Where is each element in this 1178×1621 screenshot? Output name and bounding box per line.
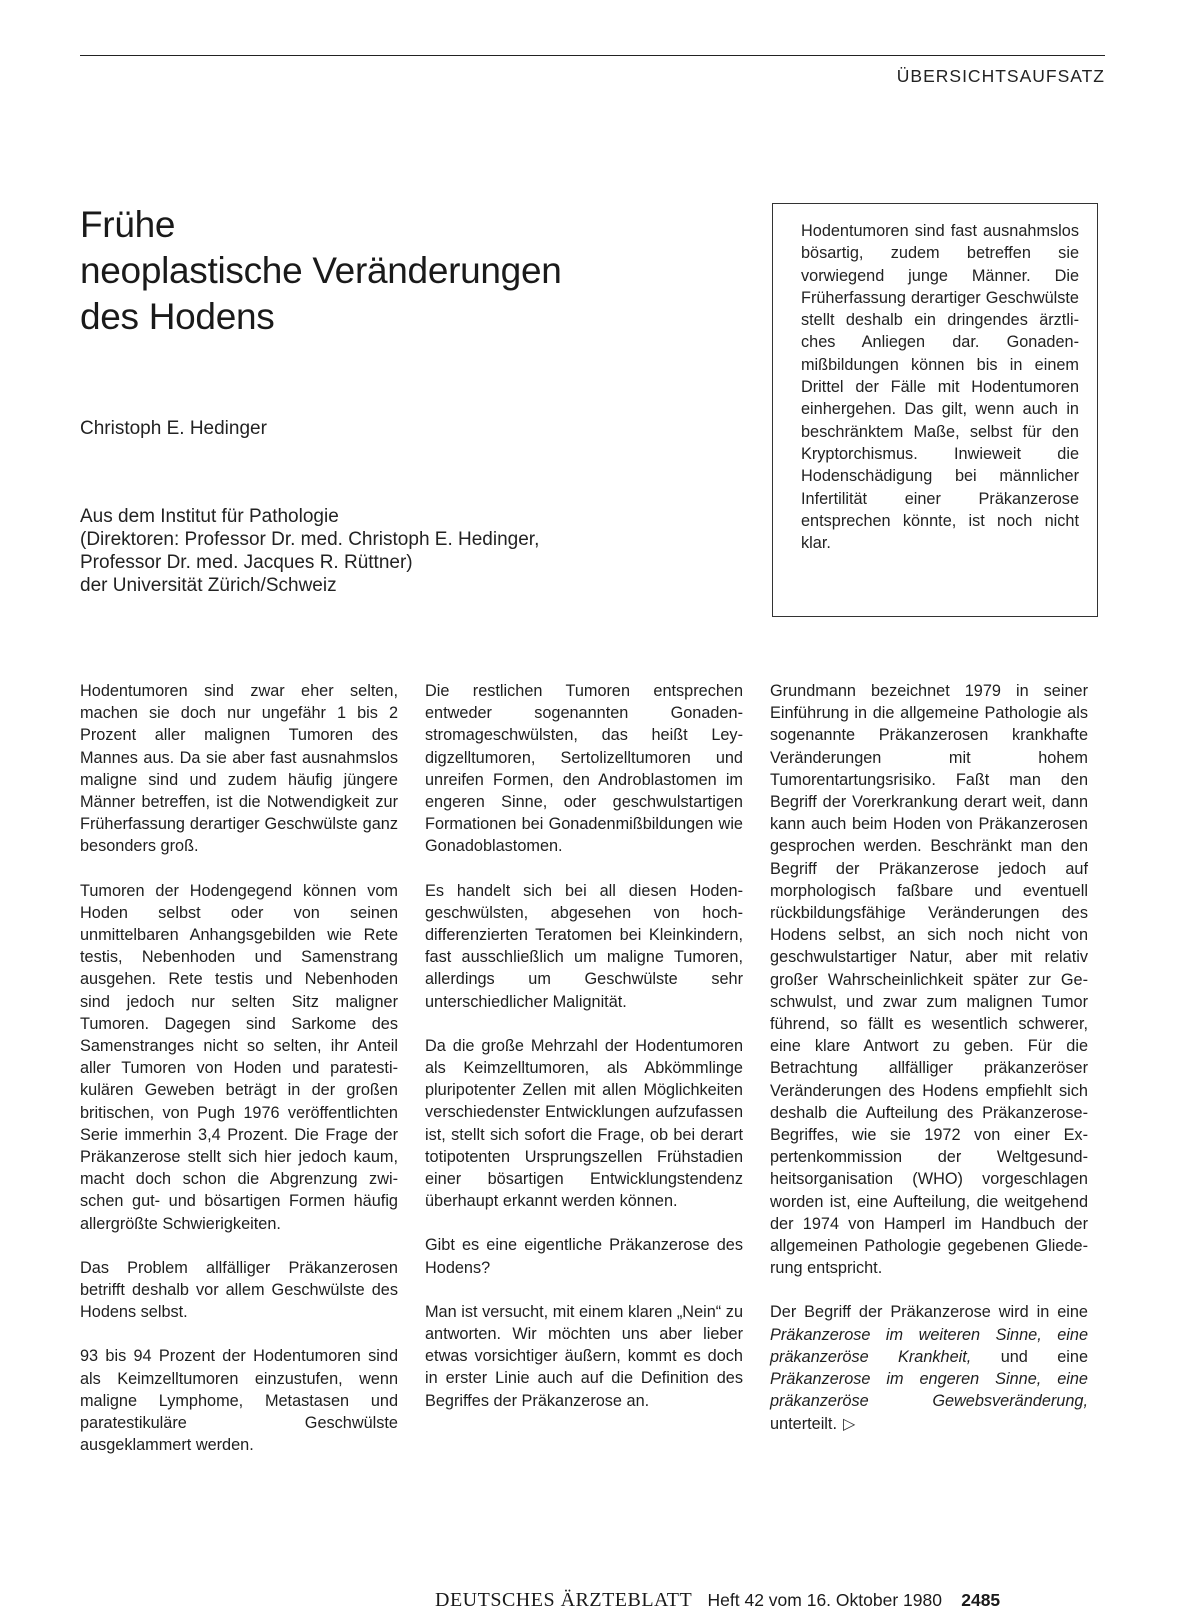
body-column-3 (770, 680, 1088, 1458)
body-paragraph: Die restlichen Tumoren entsprechen entweder sogenannten Gonadenstromageschwülsten, das heißt Leydigzelltumoren, Sertolizelltumoren und unreifen Formen, den Androblastomen im engeren Sinne, oder geschwulstartigen Formationen bei Gonadenmißbildungen wie Gonadoblastomen. (425, 682, 743, 856)
page-number: 2485 (961, 1590, 1001, 1610)
body-paragraph: Es handelt sich bei all diesen Hodengeschwülsten, abgesehen von hochdifferenzierten Teratomen bei Kleinkindern, fast ausschließlich um maligne Tumoren, allerdings um Geschwülste sehr unterschiedlicher Malignität. (425, 881, 743, 1011)
affiliation-line: (Direktoren: Professor Dr. med. Christoph E. Hedinger, (80, 529, 540, 550)
abstract-box (772, 203, 1098, 617)
text-run: unterteilt. (770, 1414, 837, 1433)
body-paragraph: Hodentumoren sind zwar eher selten, machen sie doch nur ungefähr 1 bis 2 Prozent aller malignen Tumoren des Mannes aus. Da sie aber fast ausnahmslos maligne sind und zudem häufig jüngere Männer betreffen, ist die Notwendigkeit zur Früherfassung derartiger Geschwülste ganz besonders groß. (80, 682, 398, 856)
body-paragraph: Das Problem allfälliger Präkanzerosen betrifft deshalb vor allem Geschwülste des Hodens selbst. (80, 1258, 398, 1322)
title-line: des Hodens (80, 296, 275, 337)
page-footer (435, 1589, 1000, 1612)
body-paragraph: Grundmann bezeichnet 1979 in seiner Einführung in die allgemeine Pathologie als sogenannte Präkanzerosen krankhafte Veränderungen mit hohem Tumorentartungsrisiko. Faßt man den Begriff der Vorerkrankung derart weit, dann kann auch beim Hoden von Präkanzerosen gesprochen werden. Beschränkt man den Begriff der Präkanzerose jedoch auf morphologisch faßbare und eventuell rückbildungsfähige Veränderungen des Hodens selbst, an sich noch nicht von geschwulstartiger Natur, aber mit relativ großer Wahrscheinlichkeit später zur Geschwulst, und zwar zum malignen Tumor führend, so fällt es wesentlich schwerer, eine klare Antwort zu geben. Für die Betrachtung allfälliger präkanzeröser Veränderungen des Hodens empfiehlt sich deshalb die Aufteilung des Präkanzerose-Begriffes, wie sie 1972 von einer Expertenkommission der Weltgesundheitsorganisation (WHO) vorgeschlagen worden ist, eine Aufteilung, die weitgehend der 1974 von Hamperl im Handbuch der allgemeinen Pathologie gegebenen Gliederung entspricht. (770, 682, 1088, 1278)
continued-arrow-icon: ▷ (842, 1415, 856, 1433)
body-paragraph: 93 bis 94 Prozent der Hodentumoren sind als Keimzelltumoren einzustufen, wenn maligne Lymphome, Metastasen und paratestikuläre Geschwülste ausgeklammert werden. (80, 1347, 398, 1455)
affiliation-line: Aus dem Institut für Pathologie (80, 506, 339, 527)
article-title (80, 202, 562, 340)
text-run: Der Begriff der Präkanzerose wird in eine (770, 1303, 1088, 1322)
body-paragraph: Tumoren der Hodengegend können vom Hoden selbst oder von seinen unmittelbaren Anhangsgebilden wie Rete testis, Nebenhoden und Samenstrang ausgehen. Rete testis und Nebenhoden sind jedoch nur selten Sitz maligner Tumoren. Dagegen sind Sarkome des Samenstranges nicht so selten, ihr Anteil aller Tumoren von Hoden und paratestikulären Geweben beträgt in der großen britischen, von Pugh 1976 veröffentlichten Serie immerhin 3,4 Prozent. Die Frage der Präkanzerose stellt sich hier jedoch kaum, macht doch schon die Abgrenzung zwischen gut- und bösartigen Formen häufig allergrößte Schwierigkeiten. (80, 881, 398, 1233)
subheading-question: Gibt es eine eigentliche Präkanzerose des Hodens? (425, 1236, 743, 1277)
abstract-text: Hodentumoren sind fast ausnahmslos bösartig, zudem betreffen sie vorwiegend junge Männer. Die Früherfassung derartiger Geschwülste stellt deshalb ein dringendes ärztliches Anliegen dar. Gonadenmißbildungen können bis in einem Drittel der Fälle mit Hodentumoren einhergehen. Das gilt, wenn auch in beschränktem Maße, selbst für den Kryptorchismus. Inwieweit die Hodenschädigung bei männlicher Infertilität einer Präkanzerose entsprechen könnte, ist noch nicht klar. (801, 222, 1079, 553)
body-column-1 (80, 680, 398, 1479)
author-affiliation (80, 505, 539, 597)
body-paragraph (770, 1301, 1088, 1435)
italic-term: Präkanzerose im engeren Sinne, eine präkanzeröse Gewebsveränderung, (770, 1370, 1088, 1411)
issue-info: Heft 42 vom 16. Oktober 1980 (707, 1590, 942, 1610)
journal-name: DEUTSCHES ÄRZTEBLATT (435, 1589, 693, 1611)
body-column-2 (425, 680, 743, 1434)
author-name: Christoph E. Hedinger (80, 418, 267, 439)
affiliation-line: der Universität Zürich/Schweiz (80, 575, 337, 596)
text-run: und eine (971, 1347, 1088, 1366)
title-line: Frühe (80, 204, 176, 245)
title-line: neoplastische Veränderungen (80, 250, 562, 291)
affiliation-line: Professor Dr. med. Jacques R. Rüttner) (80, 552, 413, 573)
italic-term: Präkanzerose im weiteren Sinne, eine präkanzeröse Krankheit, (770, 1325, 1088, 1366)
body-paragraph: Da die große Mehrzahl der Hodentumoren als Keimzelltumoren, als Abkömmlinge pluripotenter Zellen mit allen Möglichkeiten verschiedenster Entwicklungen aufzufassen ist, stellt sich sofort die Frage, ob bei derart totipotenten Ursprungszellen Frühstadien einer bösartigen Entwicklungstendenz überhaupt erkannt werden können. (425, 1036, 743, 1211)
body-paragraph: Man ist versucht, mit einem klaren „Nein“ zu antworten. Wir möchten uns aber lieber etwas vorsichtiger äußern, kommt es doch in erster Linie auch auf die Definition des Begriffes der Präkanzerose an. (425, 1302, 743, 1410)
section-label: ÜBERSICHTSAUFSATZ (896, 66, 1105, 86)
header-rule (80, 55, 1105, 56)
